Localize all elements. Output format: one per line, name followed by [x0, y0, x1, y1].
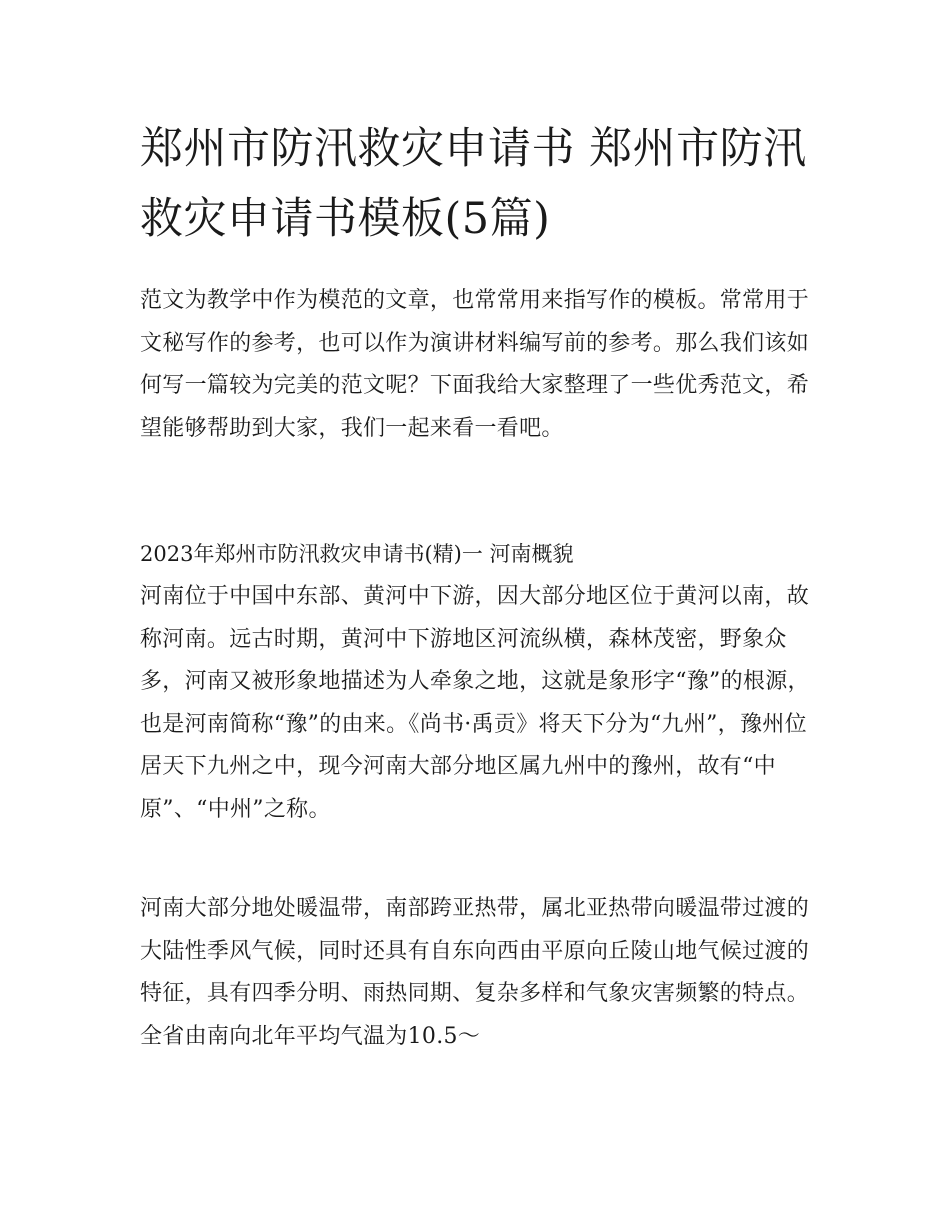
intro-paragraph: 范文为教学中作为模范的文章，也常常用来指写作的模板。常常用于文秘写作的参考，也可以作为演讲材料编写前的参考。那么我们该如何写一篇较为完美的范文呢？下面我给大家整理了一些优秀范文，希望能够帮助到大家，我们一起来看一看吧。 [140, 288, 810, 441]
body-paragraph-overview: 河南位于中国中东部、黄河中下游，因大部分地区位于黄河以南，故称河南。远古时期，黄河中下游地区河流纵横，森林茂密，野象众多，河南又被形象地描述为人牵象之地，这就是象形字“豫”的根源，也是河南简称“豫”的由来。《尚书·禹贡》将天下分为“九州”，豫州位居天下九州之中，现今河南大部分地区属九州中的豫州，故有“中原”、“中州”之称。 [140, 584, 810, 822]
document-title: 郑州市防汛救灾申请书 郑州市防汛救灾申请书模板(5篇) [140, 124, 807, 244]
body-paragraph-climate: 河南大部分地处暖温带，南部跨亚热带，属北亚热带向暖温带过渡的大陆性季风气候，同时还具有自东向西由平原向丘陵山地气候过渡的特征，具有四季分明、雨热同期、复杂多样和气象灾害频繁的特点。全省由南向北年平均气温为10.5～ [140, 896, 810, 1049]
section-heading: 2023年郑州市防汛救灾申请书(精)一 河南概貌 [140, 542, 574, 566]
